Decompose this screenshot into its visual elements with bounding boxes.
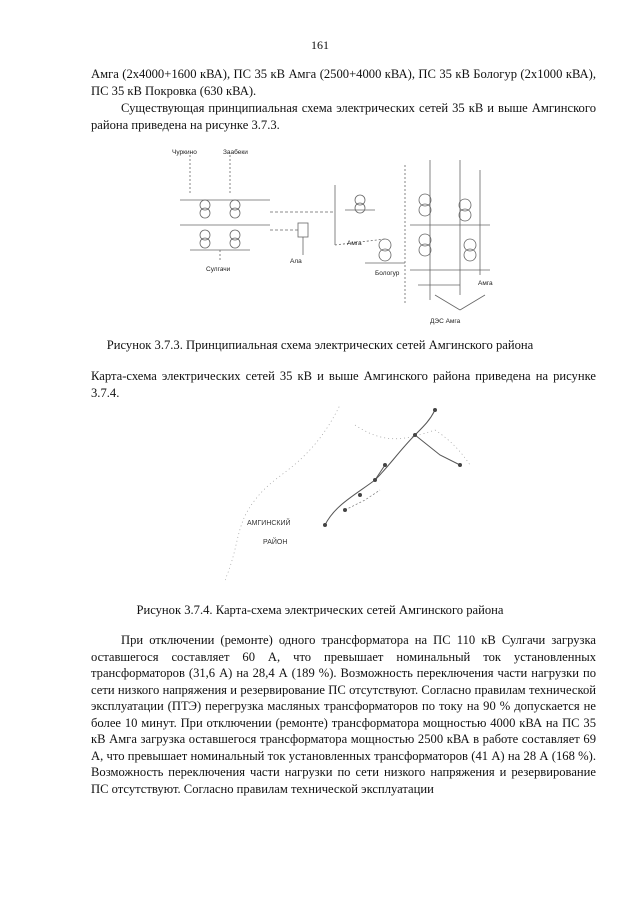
region-label-line1: АМГИНСКИЙ bbox=[247, 520, 291, 527]
region-label-line2: РАЙОН bbox=[263, 539, 288, 546]
schematic-label: ДЭС Амга bbox=[430, 318, 461, 325]
schematic-label: Амга bbox=[478, 280, 493, 287]
schematic-label: Бологур bbox=[375, 270, 400, 277]
schematic-label: Ала bbox=[290, 258, 302, 265]
figure-1-caption: Рисунок 3.7.3. Принципиальная схема электрических сетей Амгинского района bbox=[106, 338, 534, 352]
map-figure bbox=[225, 405, 485, 590]
schematic-label: Чуркино bbox=[172, 149, 197, 156]
page-number: 161 bbox=[311, 38, 329, 52]
intro-paragraph-1: Амга (2х4000+1600 кВА), ПС 35 кВ Амга (2500+4000 кВА), ПС 35 кВ Бологур (2х1000 кВА), ПС 35 кВ Покровка (630 кВА). bbox=[91, 67, 596, 98]
schematic-label: Сулгачи bbox=[206, 266, 231, 273]
body-paragraph: При отключении (ремонте) одного трансформатора на ПС 110 кВ Сулгачи загрузка оставшегося составляет 60 А, что превышает номинальный ток установленных трансформаторов (31,6 А) на 28,4 А (189 %). Возможность переключения части нагрузки по сети низкого напряжения и резервирование ПС отсутствуют. Согласно правилам технической эксплуатации (ПТЭ) перегрузка масляных трансформаторов по току на 90 % допускается не более 10 минут. При отключении (ремонте) трансформатора мощностью 4000 кВА на ПС 35 кВ Амга загрузка оставшегося трансформатора мощностью 2500 кВА в работе составляет 69 А, что превышает номинальный ток установленных трансформаторов (41 А) на 28 А (168 %). Возможность переключения части нагрузки по сети низкого напряжения и резервирование ПС отсутствуют. Согласно правилам технической эксплуатации bbox=[91, 633, 596, 796]
intro-paragraph-2: Существующая принципиальная схема электрических сетей 35 кВ и выше Амгинского района приведена на рисунке 3.7.3. bbox=[91, 101, 596, 132]
figure-2-caption: Рисунок 3.7.4. Карта-схема электрических сетей Амгинского района bbox=[136, 603, 504, 617]
map-intro-paragraph: Карта-схема электрических сетей 35 кВ и выше Амгинского района приведена на рисунке 3.7.4. bbox=[91, 369, 596, 400]
schematic-label: Заабеки bbox=[223, 149, 248, 156]
schematic-label: Амга bbox=[347, 240, 362, 247]
schematic-figure bbox=[160, 145, 510, 330]
